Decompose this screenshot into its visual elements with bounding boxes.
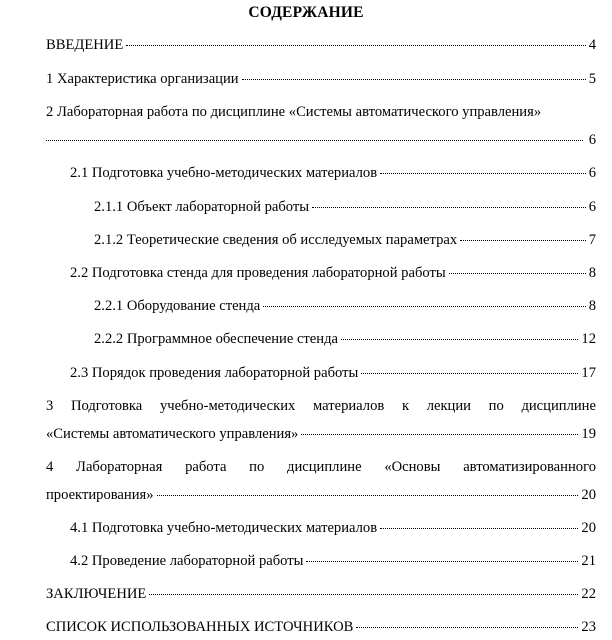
toc-entry-1[interactable] [46,71,596,88]
toc-word: по [488,398,504,414]
toc-word: «Основы [384,459,441,475]
toc-entry-introduction[interactable] [46,37,596,54]
dot-leader [301,434,578,435]
dot-leader [380,173,586,174]
toc-entry-2-3[interactable] [70,365,596,382]
toc-word: 4 [46,459,54,475]
toc-entry-2-line1[interactable] [46,104,541,121]
dot-leader [341,339,578,340]
toc-entry-4-1[interactable] [70,520,596,537]
toc-entry-label: 2.2.2 Программное обеспечение стенда [94,331,338,347]
toc-entry-2-1[interactable] [70,165,596,182]
toc-word: дисциплине [287,459,362,475]
toc-entry-4-line2[interactable] [46,487,596,504]
toc-entry-page: 7 [588,232,596,248]
toc-entry-3-line2[interactable] [46,426,596,443]
dot-leader [312,207,586,208]
toc-title: СОДЕРЖАНИЕ [248,4,364,21]
toc-entry-label: ЗАКЛЮЧЕНИЕ [46,586,147,602]
toc-word: дисциплине [521,398,596,414]
toc-entry-4-2[interactable] [70,553,596,570]
toc-entry-2-2-2[interactable] [94,331,596,348]
toc-word: лекции [426,398,471,414]
toc-entry-2-1-2[interactable] [94,232,596,249]
toc-entry-label: «Системы автоматического управления» [46,426,299,442]
toc-entry-2-2-1[interactable] [94,298,596,315]
toc-entry-page: 6 [588,165,596,181]
dot-leader [361,373,578,374]
toc-entry-label: 2.3 Порядок проведения лабораторной работы [70,365,359,381]
toc-entry-page: 4 [588,37,596,53]
toc-entry-2-2[interactable] [70,265,596,282]
toc-entry-label: СПИСОК ИСПОЛЬЗОВАННЫХ ИСТОЧНИКОВ [46,619,354,635]
toc-word: к [401,398,410,414]
toc-word: 3 [46,398,54,414]
toc-entry-page: 6 [588,132,596,148]
dot-leader [149,594,578,595]
toc-entry-label: 2.2 Подготовка стенда для проведения лабораторной работы [70,265,446,281]
toc-entry-label: 4.1 Подготовка учебно-методических материалов [70,520,378,536]
toc-word: Подготовка [70,398,143,414]
dot-leader [356,627,578,628]
toc-entry-label: 2.1 Подготовка учебно-методических материалов [70,165,378,181]
toc-entry-label: 4.2 Проведение лабораторной работы [70,553,304,569]
dot-leader [449,273,586,274]
toc-entry-references[interactable] [46,619,596,636]
toc-word: материалов [312,398,385,414]
toc-entry-label: 1 Характеристика организации [46,71,239,87]
toc-entry-page: 6 [588,199,596,215]
toc-entry-label: 2.2.1 Оборудование стенда [94,298,261,314]
dot-leader [380,528,578,529]
toc-entry-2-line2[interactable] [46,132,596,149]
toc-entry-4-line1[interactable] [46,459,596,476]
toc-entry-page: 5 [588,71,596,87]
toc-entry-page: 8 [588,298,596,314]
toc-entry-2-1-1[interactable] [94,199,596,216]
toc-entry-page: 20 [581,487,596,503]
toc-entry-page: 20 [581,520,596,536]
toc-entry-page: 21 [581,553,596,569]
toc-entry-label: 2 Лабораторная работа по дисциплине «Системы автоматического управления» [46,104,542,120]
toc-entry-conclusion[interactable] [46,586,596,603]
toc-entry-page: 17 [581,365,596,381]
toc-word: по [249,459,265,475]
toc-word: учебно-методических [159,398,296,414]
toc-word: Лабораторная [76,459,163,475]
toc-word: автоматизированного [463,459,596,475]
dot-leader [242,79,586,80]
toc-word: работа [185,459,227,475]
toc-entry-label: проектирования» [46,487,154,503]
toc-entry-page: 23 [581,619,596,635]
dot-leader [460,240,586,241]
dot-leader [306,561,578,562]
dot-leader [157,495,579,496]
dot-leader [263,306,585,307]
toc-entry-page: 19 [581,426,596,442]
dot-leader [126,45,585,46]
toc-entry-3-line1[interactable] [46,398,596,415]
toc-entry-label: ВВЕДЕНИЕ [46,37,124,53]
toc-entry-page: 22 [581,586,596,602]
toc-entry-page: 12 [581,331,596,347]
toc-entry-label: 2.1.2 Теоретические сведения об исследуемых параметрах [94,232,458,248]
toc-entry-page: 8 [588,265,596,281]
dot-leader [46,140,583,141]
toc-entry-label: 2.1.1 Объект лабораторной работы [94,199,310,215]
